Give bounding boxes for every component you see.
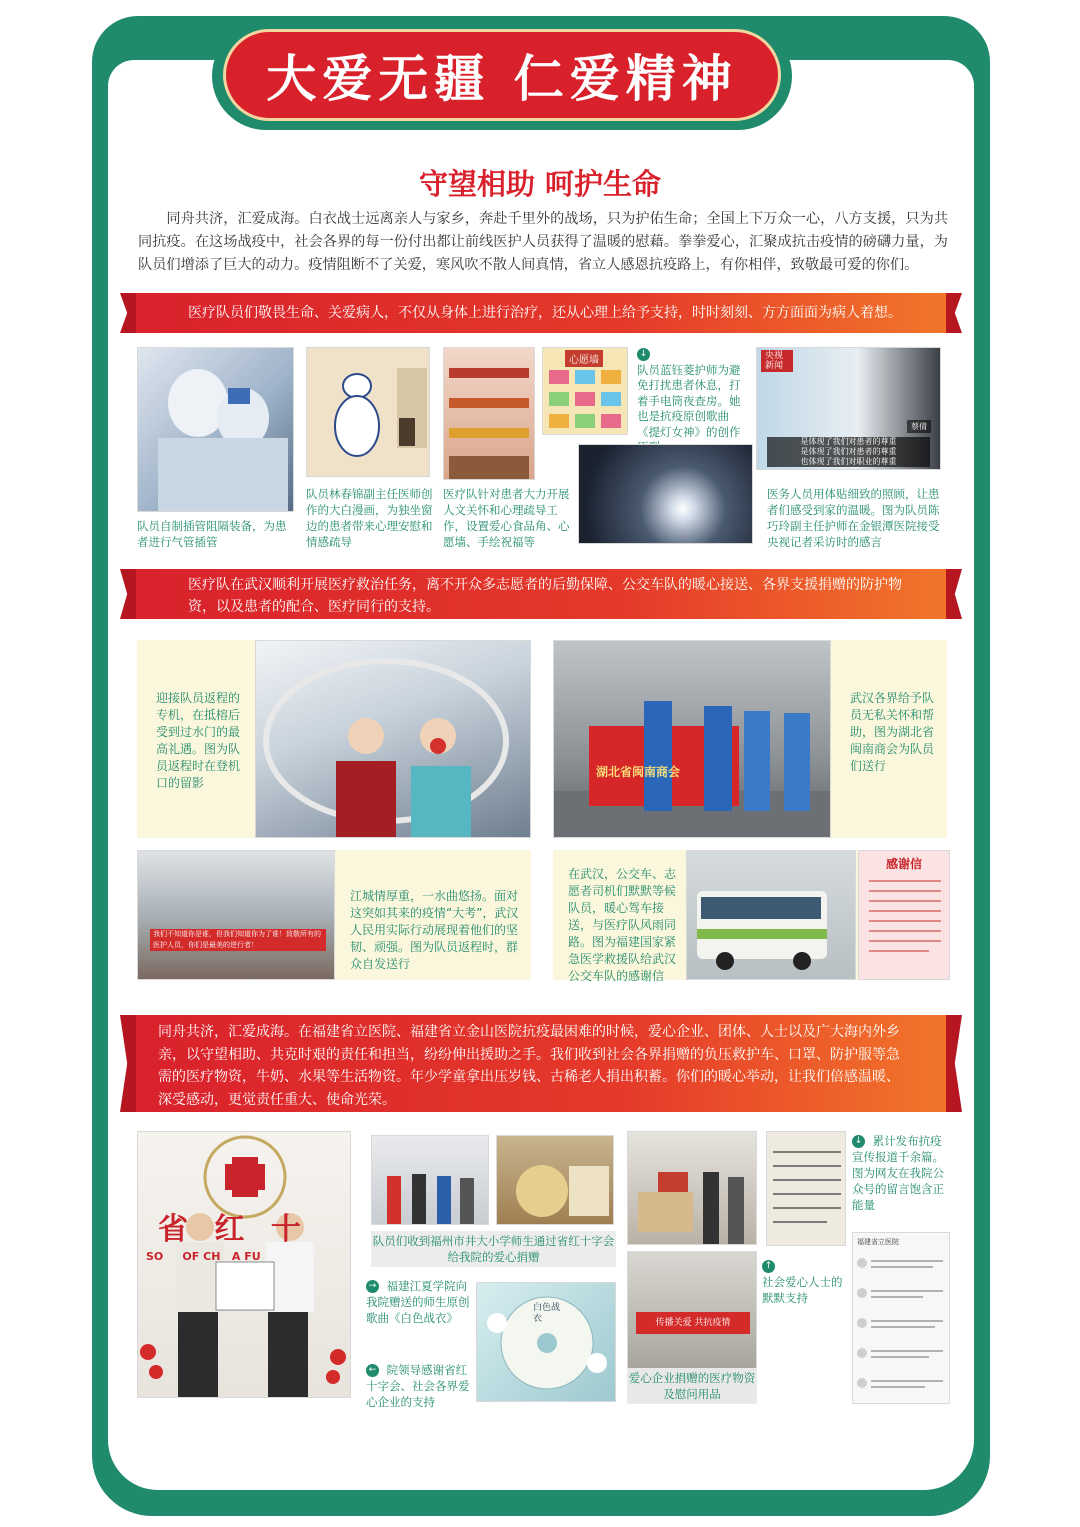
redcross-sign: 省 红 十	[158, 1212, 309, 1247]
wish-wall-label: 心愿墙	[565, 350, 603, 367]
redcross-sign-en: SO OF CH A FU	[146, 1250, 261, 1263]
ribbon-section-1	[130, 293, 952, 333]
caption-cctv-interview: 医务人员用体贴细致的照顾，让患者们感受到家的温暖。图为队员陈巧玲副主任护师在金银潭医院接受央视记者采访时的感言	[767, 487, 940, 549]
photo-cd-cover	[476, 1282, 616, 1402]
photo-wechat-comments	[852, 1232, 950, 1404]
caption-song-text: 福建江夏学院向我院赠送的师生原创歌曲《白色战衣》	[366, 1279, 470, 1325]
caption-enterprise-donation: 爱心企业捐赠的医疗物资及慰问用品	[627, 1368, 757, 1404]
caption-crowd: 江城情厚重，一水曲悠扬。面对这突如其来的疫情“大考”，武汉人民用实际行动展现着他们的坚韧、顽强。图为队员返程时，群众自发送行	[350, 889, 519, 971]
photo-love-corner-left	[443, 347, 535, 480]
photo-chamber-farewell	[553, 640, 831, 838]
photo-dabai-drawing	[306, 347, 430, 477]
caption-intubation: 队员自制插管阻隔装备，为患者进行气管插管	[137, 519, 287, 549]
wechat-comments-art	[853, 1233, 950, 1404]
photo-cctv-interview	[756, 347, 941, 470]
photo-bus-art	[687, 851, 856, 980]
cctv-subtitles	[767, 437, 930, 467]
caption-leader-thanks-text: 院领导感谢省红十字会、社会各界爱心企业的支持	[366, 1363, 470, 1409]
photo-intubation-art	[138, 348, 294, 512]
subtitle-line-1: 是体现了我们对患者的尊重	[800, 437, 897, 446]
subtitle-line-3: 也体现了我们对职业的尊重	[800, 457, 897, 466]
flag-text: 湖北省闽南商会	[596, 765, 681, 779]
cctv-logo: 央视新闻	[761, 350, 793, 372]
photo-airport-farewell	[255, 640, 531, 838]
caption-leader-thanks	[366, 1362, 476, 1410]
intro-paragraph: 同舟共济，汇爱成海。白衣战士远离亲人与家乡，奔赴千里外的战场，只为护佑生命；全国上下万众一心，八方支援，只为共同抗疫。在这场战疫中，社会各界的每一份付出都让前线医护人员获得了温暖的慰藉。拳拳爱心，汇聚成抗击疫情的磅礴力量，为队员们增添了巨大的动力。疫情阻断不了关爱，寒风吹不散人间真情，省立人感恩抗疫路上，有你相伴，致敬最可爱的你们。	[138, 211, 948, 273]
letter-lines-art	[859, 851, 950, 980]
arrow-down-circle-icon: ↓	[852, 1135, 865, 1148]
ambulance-banner: 传播关爱 共抗疫情	[636, 1312, 750, 1334]
caption-chamber: 武汉各界给予队员无私关怀和帮助，图为湖北省闽南商会为队员们送行	[850, 691, 935, 773]
caption-bus: 在武汉，公交车、志愿者司机们默默等候队员，暖心驾车接送，与医疗队风雨同路。图为福建国家紧急医学救援队给武汉公交车队的感谢信	[568, 867, 677, 983]
ribbon-text: 医疗队在武汉顺利开展医疗救治任务，离不开众多志愿者的后勤保障、公交车队的暖心接送、各界支援捐赠的防护物资，以及患者的配合、医疗同行的支持。	[188, 577, 902, 615]
subtitle-line-2: 是体现了我们对患者的尊重	[800, 447, 897, 456]
photo-enterprise-donation-1	[627, 1131, 757, 1245]
cd-cover-art	[477, 1283, 616, 1402]
photo-love-corner-art	[444, 348, 535, 480]
caption-night-round	[637, 347, 747, 456]
cd-title: 白色战衣	[533, 1303, 561, 1324]
photo-redcross-art	[138, 1132, 351, 1398]
letter-title: 感谢信	[885, 857, 922, 871]
newspaper-clips-art	[767, 1132, 846, 1246]
wish-wall-art	[543, 348, 628, 435]
ribbon-section-3	[130, 1015, 952, 1112]
photo-redcross-ceremony	[137, 1131, 351, 1398]
photo-thank-letter	[858, 850, 950, 980]
ribbon-text: 同舟共济，汇爱成海。在福建省立医院、福建省立金山医院抗疫最困难的时候，爱心企业、团体、人士以及广大海内外乡亲，以守望相助、共克时艰的责任和担当，纷纷伸出援助之手。我们收到社会各界捐赠的负压救护车、口罩、防护服等急需的医疗物资，牛奶、水果等生活物资。年少学童拿出压岁钱、古稀老人捐出积蓄。你们的暖心举动，让我们倍感温暖、深受感动，更觉责任重大、使命光荣。	[158, 1024, 900, 1108]
caption-publicity	[852, 1133, 952, 1213]
photo-night-round	[578, 444, 753, 544]
crowd-banner: 我们不知道你是谁，但我们知道你为了谁！致敬所有的医护人员，你们是最美的逆行者！	[150, 929, 326, 951]
caption-publicity-text: 累计发布抗疫宣传报道千余篇。图为网友在我院公众号的留言饱含正能量	[852, 1134, 944, 1212]
enterprise-donation-1-art	[628, 1132, 757, 1245]
photo-dabai-art	[307, 348, 430, 477]
photo-newspaper-clips	[766, 1131, 846, 1246]
photo-intubation	[137, 347, 294, 512]
page-title: 大爱无疆 仁爱精神	[266, 50, 738, 108]
photo-chamber-art	[554, 641, 831, 838]
photo-school-donation-2	[496, 1135, 614, 1225]
cctv-name-tag: 蔡倩	[907, 420, 931, 433]
caption-dabai-drawing: 队员林春锦副主任医师创作的大白漫画，为独坐窗边的患者带来心理安慰和情感疏导	[306, 487, 433, 549]
arrow-up-circle-icon: ↑	[762, 1260, 775, 1273]
wechat-title: 福建省立医院	[857, 1238, 899, 1246]
caption-social-support-text: 社会爱心人士的默默支持	[762, 1275, 843, 1305]
ribbon-section-2	[130, 569, 952, 619]
photo-bus	[686, 850, 856, 980]
ribbon-text: 医疗队员们敬畏生命、关爱病人，不仅从身体上进行治疗，还从心理上给予支持，时时刻刻、方方面面为病人着想。	[188, 305, 902, 321]
caption-school-donation: 队员们收到福州市井大小学师生通过省红十字会给我院的爱心捐赠	[371, 1231, 616, 1267]
caption-song	[366, 1278, 476, 1326]
caption-airport: 迎接队员返程的专机，在抵榕后受到过水门的最高礼遇。图为队员返程时在登机口的留影	[156, 691, 241, 790]
school-donation-1-art	[372, 1136, 489, 1225]
photo-crowd-farewell	[137, 850, 335, 980]
arrow-left-circle-icon: ←	[366, 1364, 379, 1377]
photo-wish-wall	[542, 347, 628, 435]
arrow-right-circle-icon: →	[366, 1280, 379, 1293]
arrow-down-circle-icon: ↓	[637, 348, 650, 361]
caption-night-round-text: 队员蓝钰菱护师为避免打扰患者休息，打着手电筒夜查房。她也是抗疫原创歌曲《提灯女神》的创作	[637, 362, 741, 439]
photo-school-donation-1	[371, 1135, 489, 1225]
title-banner-red	[223, 29, 781, 121]
caption-social-support	[762, 1258, 850, 1306]
school-donation-2-art	[497, 1136, 614, 1225]
caption-humanistic-care: 医疗队针对患者大力开展人文关怀和心理疏导工作，设置爱心食品角、心愿墙、手绘祝福等	[443, 487, 570, 549]
page-subtitle: 守望相助 呵护生命	[418, 167, 662, 201]
photo-airport-art	[256, 641, 531, 838]
